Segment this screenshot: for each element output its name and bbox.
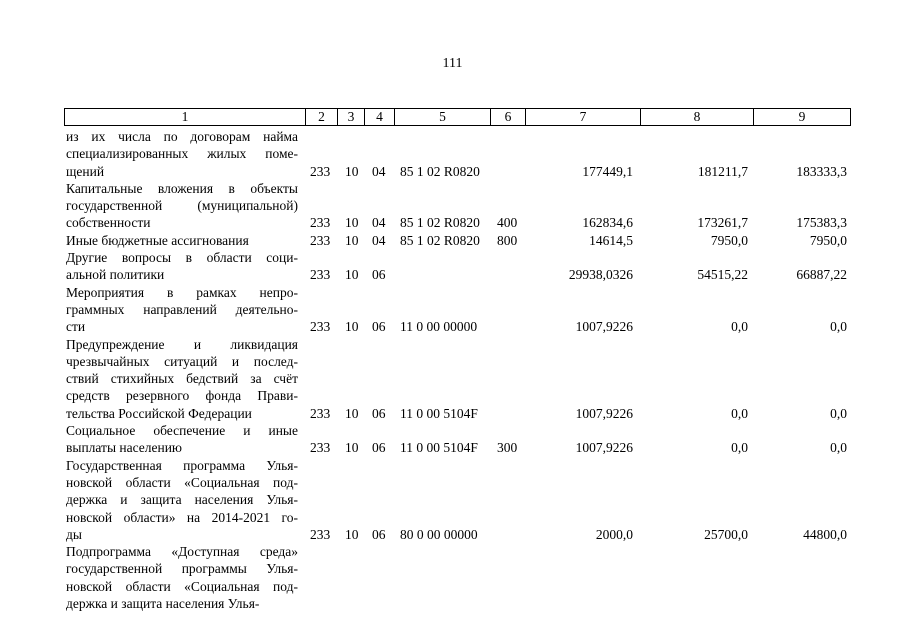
cell-amount-7: 1007,9226 <box>575 319 633 335</box>
row-name <box>66 232 298 249</box>
table-row <box>0 128 905 180</box>
row-name-line: Мероприятия в рамках непро- <box>66 284 298 300</box>
row-name-line: граммных направлений деятельно- <box>66 301 298 317</box>
row-name-line: сти <box>66 319 86 335</box>
cell-csr: 11 0 00 5104F <box>400 440 478 456</box>
row-name <box>66 284 298 336</box>
row-name-line: альной политики <box>66 267 165 283</box>
row-name-line: держка и защита населения Улья- <box>66 492 298 508</box>
cell-csr: 80 0 00 00000 <box>400 526 478 542</box>
cell-amount-7: 14614,5 <box>589 232 633 248</box>
table-row <box>0 422 905 457</box>
row-name <box>66 336 298 422</box>
cell-rz: 10 <box>345 215 359 231</box>
cell-amount-8: 0,0 <box>731 319 748 335</box>
cell-amount-7: 2000,0 <box>595 526 633 542</box>
cell-amount-9: 44800,0 <box>803 526 847 542</box>
cell-amount-8: 54515,22 <box>697 267 748 283</box>
table-row <box>0 336 905 423</box>
cell-amount-9: 0,0 <box>830 440 847 456</box>
row-name-line: выплаты населению <box>66 440 183 456</box>
cell-rz: 10 <box>345 267 359 283</box>
cell-csr: 85 1 02 R0820 <box>400 215 480 231</box>
row-name-line: из их числа по договорам найма <box>66 129 298 144</box>
row-name-line: Государственная программа Улья- <box>66 457 298 473</box>
cell-amount-8: 7950,0 <box>710 232 748 248</box>
cell-amount-8: 0,0 <box>731 440 748 456</box>
cell-ved: 233 <box>310 405 331 421</box>
cell-pr: 06 <box>372 405 386 421</box>
cell-ved: 233 <box>310 526 331 542</box>
header-col-4: 4 <box>364 109 394 125</box>
row-name-line: новской области «Социальная под- <box>66 578 298 594</box>
header-col-8: 8 <box>640 109 753 125</box>
table-row <box>0 543 905 612</box>
cell-amount-7: 1007,9226 <box>575 440 633 456</box>
row-name-line: новской области «Социальная под- <box>66 474 298 490</box>
cell-amount-7: 1007,9226 <box>575 405 633 421</box>
cell-rz: 10 <box>345 319 359 335</box>
table-row <box>0 457 905 544</box>
cell-amount-9: 7950,0 <box>809 232 847 248</box>
cell-pr: 06 <box>372 267 386 283</box>
cell-vr: 800 <box>497 232 518 248</box>
cell-vr: 300 <box>497 440 518 456</box>
row-name <box>66 457 298 543</box>
cell-amount-9: 66887,22 <box>796 267 847 283</box>
cell-ved: 233 <box>310 267 331 283</box>
cell-amount-8: 0,0 <box>731 405 748 421</box>
cell-pr: 04 <box>372 232 386 248</box>
cell-amount-8: 25700,0 <box>704 526 748 542</box>
cell-ved: 233 <box>310 440 331 456</box>
cell-ved: 233 <box>310 319 331 335</box>
cell-amount-8: 173261,7 <box>697 215 748 231</box>
cell-amount-7: 29938,0326 <box>568 267 633 283</box>
cell-amount-9: 183333,3 <box>796 163 847 179</box>
cell-csr: 85 1 02 R0820 <box>400 232 480 248</box>
row-name <box>66 543 298 612</box>
row-name-line: ды <box>66 526 82 542</box>
cell-pr: 04 <box>372 163 386 179</box>
row-name-line: щений <box>66 163 105 179</box>
row-name-line: держка и защита населения Улья- <box>66 596 260 612</box>
cell-amount-9: 0,0 <box>830 319 847 335</box>
row-name-line: государственной программы Улья- <box>66 561 298 577</box>
column-header-row <box>64 108 851 126</box>
row-name-line: специализированных жилых поме- <box>66 146 298 162</box>
page-number: 111 <box>442 56 463 71</box>
cell-rz: 10 <box>345 405 359 421</box>
table-row <box>0 232 905 249</box>
cell-pr: 04 <box>372 215 386 231</box>
cell-amount-7: 177449,1 <box>582 163 633 179</box>
cell-csr: 11 0 00 00000 <box>400 319 478 335</box>
header-col-2: 2 <box>305 109 337 125</box>
row-name <box>66 128 298 180</box>
row-name-line: ствий стихийных бедствий за счёт <box>66 371 298 387</box>
cell-amount-8: 181211,7 <box>697 163 748 179</box>
row-name-line: собственности <box>66 215 151 231</box>
cell-vr: 400 <box>497 215 518 231</box>
row-name-line: чрезвычайных ситуаций и послед- <box>66 353 298 369</box>
cell-rz: 10 <box>345 163 359 179</box>
header-col-3: 3 <box>337 109 364 125</box>
cell-amount-9: 0,0 <box>830 405 847 421</box>
row-name-line: Капитальные вложения в объекты <box>66 180 298 196</box>
cell-ved: 233 <box>310 163 331 179</box>
cell-pr: 06 <box>372 526 386 542</box>
table-row <box>0 180 905 232</box>
header-col-5: 5 <box>394 109 490 125</box>
cell-amount-7: 162834,6 <box>582 215 633 231</box>
cell-pr: 06 <box>372 440 386 456</box>
row-name-line: тельства Российской Федерации <box>66 405 252 421</box>
row-name <box>66 180 298 232</box>
cell-ved: 233 <box>310 215 331 231</box>
cell-csr: 85 1 02 R0820 <box>400 163 480 179</box>
cell-pr: 06 <box>372 319 386 335</box>
cell-csr: 11 0 00 5104F <box>400 405 478 421</box>
row-name-line: средств резервного фонда Прави- <box>66 388 298 404</box>
row-name-line: новской области» на 2014-2021 го- <box>66 509 298 525</box>
table-row <box>0 249 905 284</box>
row-name-line: Социальное обеспечение и иные <box>66 423 298 439</box>
cell-amount-9: 175383,3 <box>796 215 847 231</box>
header-col-7: 7 <box>525 109 640 125</box>
cell-rz: 10 <box>345 440 359 456</box>
row-name-line: Предупреждение и ликвидация <box>66 336 298 352</box>
row-name <box>66 422 298 457</box>
cell-rz: 10 <box>345 526 359 542</box>
row-name-line: Иные бюджетные ассигнования <box>66 232 249 248</box>
header-col-1: 1 <box>181 109 189 124</box>
row-name-line: государственной (муниципальной) <box>66 198 298 214</box>
row-name-line: Другие вопросы в области соци- <box>66 250 298 266</box>
row-name-line: Подпрограмма «Доступная среда» <box>66 544 298 560</box>
table-row <box>0 284 905 336</box>
header-col-9: 9 <box>753 109 850 125</box>
cell-ved: 233 <box>310 232 331 248</box>
cell-rz: 10 <box>345 232 359 248</box>
row-name <box>66 249 298 284</box>
header-col-6: 6 <box>490 109 525 125</box>
